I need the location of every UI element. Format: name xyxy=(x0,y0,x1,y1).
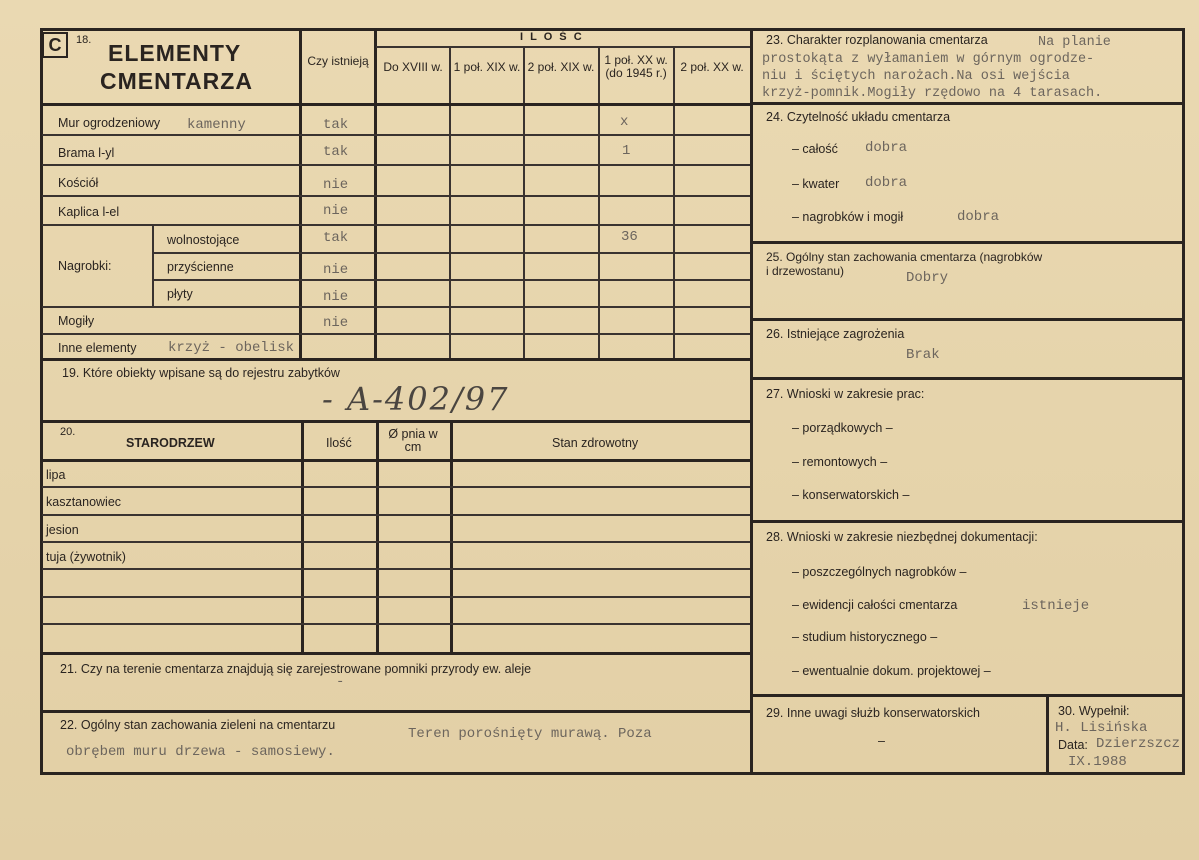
inne-value: krzyż - obelisk xyxy=(168,340,295,356)
row-line xyxy=(752,241,1184,244)
frame-right xyxy=(1182,28,1185,775)
row-line xyxy=(42,195,750,197)
frame-bottom-right xyxy=(752,772,1184,775)
brama-label: Brama l-yl xyxy=(58,146,115,160)
plyty-exists: nie xyxy=(323,289,349,305)
row-line xyxy=(752,520,1184,523)
s23-line-4: krzyż-pomnik.Mogiły rzędowo na 4 tarasach. xyxy=(762,86,1103,101)
mogily-label: Mogiły xyxy=(58,314,95,328)
col-line xyxy=(523,47,525,359)
s30-date: IX.1988 xyxy=(1068,754,1127,770)
row-line xyxy=(40,420,752,423)
row-line xyxy=(40,710,752,713)
row-line xyxy=(42,134,750,136)
kosciol-label: Kościół xyxy=(58,176,99,190)
s29-label: 29. Inne uwagi służb konserwatorskich xyxy=(766,706,981,720)
row-line xyxy=(42,486,750,488)
wolno-label: wolnostojące xyxy=(167,233,240,247)
col-line xyxy=(449,47,451,359)
s20-col-stan: Stan zdrowotny xyxy=(552,436,639,450)
s30-label: 30. Wypełnił: xyxy=(1058,704,1130,718)
period-0: Do XVIII w. xyxy=(383,60,443,74)
kaplica-exists: nie xyxy=(323,203,349,219)
s18-title-2: CMENTARZA xyxy=(100,68,253,94)
s19-label: 19. Które obiekty wpisane są do rejestru zabytków xyxy=(62,366,340,380)
s22-value-2: obrębem muru drzewa - samosiewy. xyxy=(66,744,335,760)
col-line xyxy=(376,421,379,653)
s30-name: H. Lisińska xyxy=(1055,720,1148,736)
s27-item-0: – porządkowych – xyxy=(792,421,893,435)
col-line xyxy=(450,421,453,653)
row-line xyxy=(42,224,750,226)
frame-bottom xyxy=(40,772,752,775)
row-line xyxy=(42,541,750,543)
col-line xyxy=(301,421,304,653)
period-4: 2 poł. XX w. xyxy=(680,60,744,74)
s28-item-2: – studium historycznego – xyxy=(792,630,938,644)
s30-data-label: Data: xyxy=(1058,738,1088,752)
s25-label-1: 25. Ogólny stan zachowania cmentarza (nagrobków xyxy=(766,250,1043,264)
mogily-exists: nie xyxy=(323,315,349,331)
row-line xyxy=(152,252,750,254)
row-line xyxy=(376,46,750,48)
przysc-exists: nie xyxy=(323,262,349,278)
col-line xyxy=(1046,695,1049,774)
s25-value: Dobry xyxy=(906,270,949,286)
s23-label: 23. Charakter rozplanowania cmentarza xyxy=(766,33,988,47)
s20-col-fi: Ø pnia w cm xyxy=(388,427,438,454)
s27-label: 27. Wnioski w zakresie prac: xyxy=(766,387,925,401)
frame-left xyxy=(40,28,43,774)
col-line xyxy=(152,225,154,307)
s22-value-1: Teren porośnięty murawą. Poza xyxy=(408,726,652,742)
s28-label: 28. Wnioski w zakresie niezbędnej dokumentacji: xyxy=(766,530,1038,544)
brama-exists: tak xyxy=(323,144,349,160)
row-line xyxy=(40,652,752,655)
plyty-label: płyty xyxy=(167,287,193,301)
s23-line-3: niu i ściętych narożach.Na osi wejścia xyxy=(762,69,1070,84)
row-line xyxy=(752,318,1184,321)
kosciol-exists: nie xyxy=(323,177,349,193)
s25-label-2: i drzewostanu) xyxy=(766,264,845,278)
row-line xyxy=(42,623,750,625)
s28-item-1: – ewidencji całości cmentarza xyxy=(792,598,958,612)
tree-2: jesion xyxy=(46,523,79,537)
col-line xyxy=(299,28,302,358)
s18-czy-istnieja: Czy istnieją xyxy=(307,54,369,68)
kaplica-label: Kaplica l-el xyxy=(58,205,120,219)
row-line xyxy=(152,279,750,281)
inne-label: Inne elementy xyxy=(58,341,137,355)
s24-label: 24. Czytelność układu cmentarza xyxy=(766,110,951,124)
s30-place: Dzierzszcz xyxy=(1096,736,1181,752)
przysc-label: przyścienne xyxy=(167,260,234,274)
section-c-box: C xyxy=(42,32,68,58)
s18-num: 18. xyxy=(76,34,92,46)
s24-nagrobkow-value: dobra xyxy=(957,209,1000,225)
period-3: 1 poł. XX w. (do 1945 r.) xyxy=(604,53,668,80)
row-line xyxy=(752,377,1184,380)
s24-calosc-value: dobra xyxy=(865,140,908,156)
tree-3: tuja (żywotnik) xyxy=(46,550,126,564)
col-line xyxy=(673,47,675,359)
row-line xyxy=(42,596,750,598)
row-line xyxy=(42,568,750,570)
row-line xyxy=(42,164,750,166)
row-line xyxy=(752,102,1184,105)
row-line xyxy=(40,459,752,462)
frame-mid xyxy=(750,28,753,775)
s21-label: 21. Czy na terenie cmentarza znajdują się zarejestrowane pomniki przyrody ew. aleje xyxy=(60,662,532,676)
wolno-exists: tak xyxy=(323,230,349,246)
s27-item-2: – konserwatorskich – xyxy=(792,488,910,502)
s27-item-1: – remontowych – xyxy=(792,455,888,469)
s20-col-ilosc: Ilość xyxy=(326,436,352,450)
row-line xyxy=(40,358,752,361)
col-line xyxy=(374,28,377,358)
mur-material: kamenny xyxy=(187,117,246,133)
wolno-count: 36 xyxy=(621,229,638,245)
s20-title: STARODRZEW xyxy=(126,436,215,450)
row-line xyxy=(752,694,1184,697)
s28-ewidencja-value: istnieje xyxy=(1022,598,1090,614)
s24-kwater-label: – kwater xyxy=(792,177,840,191)
tree-1: kasztanowiec xyxy=(46,495,122,509)
s28-item-3: – ewentualnie dokum. projektowej – xyxy=(792,664,991,678)
col-line xyxy=(598,47,600,359)
s26-label: 26. Istniejące zagrożenia xyxy=(766,327,905,341)
s20-num: 20. xyxy=(60,426,76,438)
frame-top xyxy=(40,28,752,31)
s21-value: - xyxy=(336,674,345,690)
s18-ilosc: I L O Ś C xyxy=(520,31,584,43)
brama-count: 1 xyxy=(622,143,631,159)
mur-label: Mur ogrodzeniowy xyxy=(58,116,161,130)
s24-nagrobkow-label: – nagrobków i mogił xyxy=(792,210,904,224)
period-1: 1 poł. XIX w. xyxy=(453,60,521,74)
s23-line-2: prostokąta z wyłamaniem w górnym ogrodze- xyxy=(762,52,1095,67)
tree-0: lipa xyxy=(46,468,66,482)
s23-line-1: Na planie xyxy=(1038,35,1111,50)
s24-kwater-value: dobra xyxy=(865,175,908,191)
s19-register-number: - A-402/97 xyxy=(322,380,510,418)
s26-value: Brak xyxy=(906,347,940,363)
row-line xyxy=(42,333,750,335)
s22-label: 22. Ogólny stan zachowania zieleni na cmentarzu xyxy=(60,718,336,732)
s18-title-1: ELEMENTY xyxy=(108,40,242,66)
mur-exists: tak xyxy=(323,117,349,133)
row-line xyxy=(40,103,752,106)
s29-value: – xyxy=(878,734,885,748)
s24-calosc-label: – całość xyxy=(792,142,838,156)
period-2: 2 poł. XIX w. xyxy=(527,60,595,74)
nagrobki-label: Nagrobki: xyxy=(58,259,112,273)
row-line xyxy=(42,306,750,308)
s28-item-0: – poszczególnych nagrobków – xyxy=(792,565,967,579)
frame-top-right xyxy=(752,28,1184,31)
row-line xyxy=(42,514,750,516)
mur-count: x xyxy=(620,114,629,130)
